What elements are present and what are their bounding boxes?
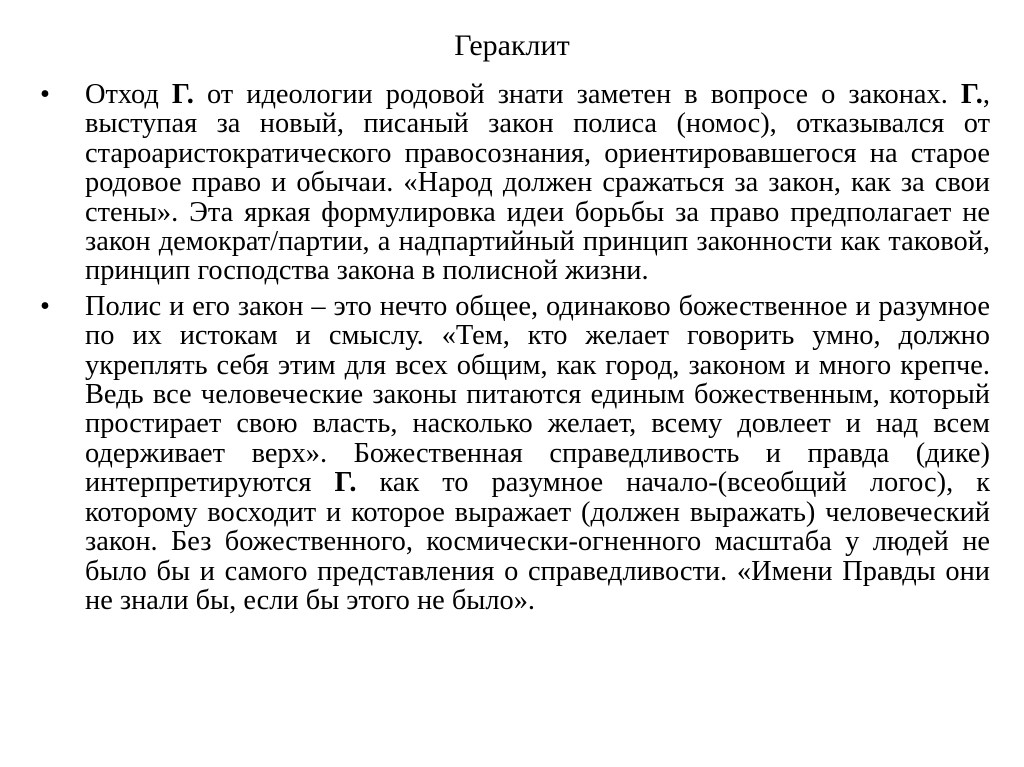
text-segment: как то разумное начало-(всеобщий логос), к которому восходит и которое выражает (должен выражать) человеческий закон. Без божественного, космически-огненного масштаба у людей не было бы и самого представления о справедливости. «Имени Правды они не знали бы, если бы этого не было». xyxy=(85,467,991,616)
bullet-text xyxy=(85,79,990,286)
text-segment: Полис и его закон – это нечто общее, одинаково божественное и разумное по их истокам и смыслу. «Тем, кто желает говорить умно, должно укреплять себя этим для всех общим, как город, законом и много крепче. Ведь все человеческие законы питаются единым божественным, который простирает свою власть, насколько желает, всему довлеет и над всем одерживает верх». Божественная справедливость и правда (дике) интерпретируются xyxy=(85,290,990,499)
bullet-icon: • xyxy=(40,79,50,110)
text-segment: , выступая за новый, писаный закон полиса (номос), отказывался от староаристократического правосознания, ориентировавшегося на старое родовое право и обычаи. «Народ должен сражаться за закон, как за свои стены». Эта яркая формулировка идеи борьбы за право предполагает не закон демократ/партии, а надпартийный принцип законности как таковой, принцип господства закона в полисной жизни. xyxy=(85,79,990,287)
text-segment-bold: Г. xyxy=(334,467,357,499)
bullet-icon: • xyxy=(40,290,50,322)
slide-title: Гераклит xyxy=(454,29,570,62)
text-segment: Отход xyxy=(85,79,172,110)
bullet-item xyxy=(34,292,990,615)
text-segment: от идеологии родовой знати заметен в вопросе о законах. xyxy=(193,79,961,110)
text-segment-bold: Г. xyxy=(960,79,983,110)
bullet-item xyxy=(34,80,990,286)
bullet-text xyxy=(85,291,990,616)
text-segment-bold: Г. xyxy=(171,79,194,110)
bullet-list xyxy=(34,80,990,621)
